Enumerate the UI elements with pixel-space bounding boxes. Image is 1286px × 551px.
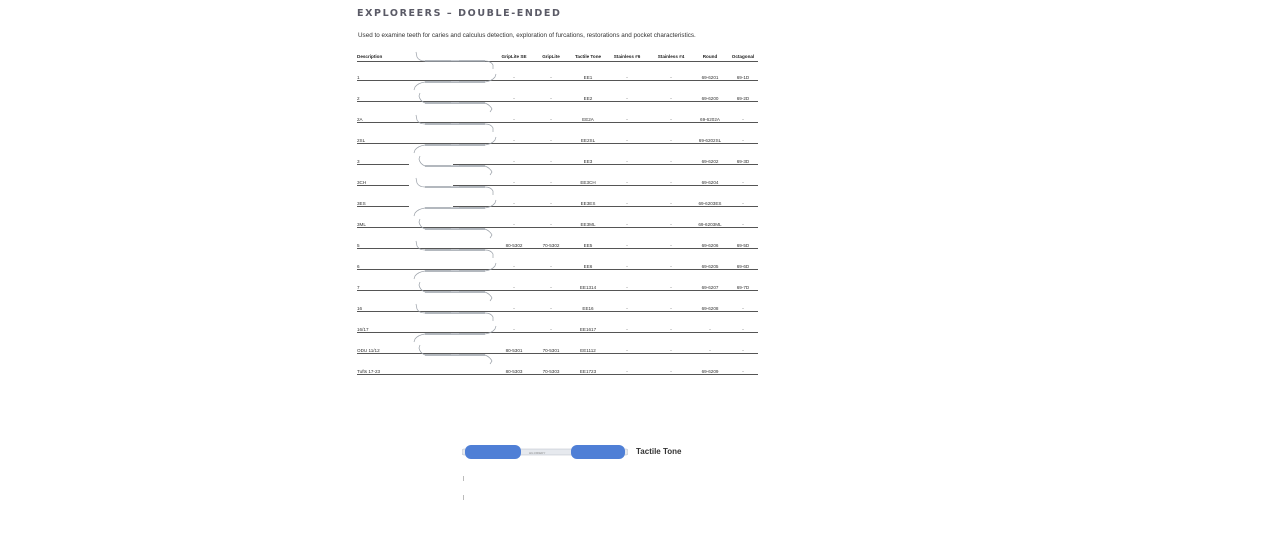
cell-round: 69-6207: [701, 285, 719, 290]
cell-stainless-4: -: [670, 201, 672, 206]
col-tactile-tone: Tactile Tone: [574, 54, 602, 59]
cell-griplite-se: -: [513, 201, 515, 206]
cell-stainless-4: -: [670, 306, 672, 311]
cell-octagonal: 69-5D: [736, 243, 750, 248]
cell-stainless-4: -: [670, 285, 672, 290]
col-griplite: GripLite: [542, 54, 560, 59]
cell-stainless-6: -: [626, 180, 628, 185]
cell-griplite: -: [550, 201, 552, 206]
cell-stainless-4: -: [670, 264, 672, 269]
cell-griplite-se: -: [513, 138, 515, 143]
cell-tactile-tone: EE1617: [579, 327, 597, 332]
cell-stainless-6: -: [626, 159, 628, 164]
cell-griplite: -: [550, 159, 552, 164]
cell-griplite: -: [550, 96, 552, 101]
cell-octagonal: -: [742, 117, 744, 122]
cell-description: 2: [357, 96, 360, 101]
cell-description: 7: [357, 285, 360, 290]
double-ended-explorer-icon: [413, 342, 497, 368]
cell-octagonal: 69-7D: [736, 285, 750, 290]
cell-stainless-4: -: [670, 138, 672, 143]
cell-griplite: -: [550, 222, 552, 227]
cell-round: 69-6201: [701, 75, 719, 80]
cell-griplite-se: 80-5302: [505, 243, 523, 248]
cell-stainless-4: -: [670, 348, 672, 353]
cell-round: 69-6209: [701, 369, 719, 374]
cell-tactile-tone: EE1314: [579, 285, 597, 290]
col-griplite-se: GripLite SE: [501, 54, 527, 59]
cell-stainless-4: -: [670, 117, 672, 122]
cell-stainless-6: -: [626, 138, 628, 143]
cell-stainless-6: -: [626, 348, 628, 353]
cell-round: 69-6200: [701, 96, 719, 101]
cell-round: 69-6208: [701, 306, 719, 311]
cell-tactile-tone: EE3ES: [580, 201, 596, 206]
cell-griplite: -: [550, 75, 552, 80]
cell-stainless-6: -: [626, 285, 628, 290]
cell-description: 5: [357, 243, 360, 248]
cell-description: 2A: [357, 117, 363, 122]
cell-tactile-tone: EE3: [583, 159, 593, 164]
cell-octagonal: 69-3D: [736, 159, 750, 164]
page-title: EXPLOREERS – DOUBLE-ENDED: [357, 8, 562, 19]
col-octagonal: Octagonal: [731, 54, 755, 59]
cell-tactile-tone: EE3ML: [580, 222, 596, 227]
cell-stainless-4: -: [670, 96, 672, 101]
cell-round: 69-6202: [701, 159, 719, 164]
cell-griplite-se: -: [513, 180, 515, 185]
col-description: Description: [357, 54, 383, 59]
col-round: Round: [702, 54, 718, 59]
cell-description: 16: [357, 306, 363, 311]
cell-description: 3: [357, 159, 360, 164]
cell-stainless-6: -: [626, 243, 628, 248]
cell-round: -: [709, 327, 711, 332]
cell-tactile-tone: EE1112: [580, 348, 596, 353]
cell-griplite-se: 80-5301: [505, 348, 523, 353]
cell-stainless-6: -: [626, 264, 628, 269]
cell-description: 3ES: [357, 201, 366, 206]
cell-description: Tufts 17-23: [357, 369, 381, 374]
cell-octagonal: 69-6D: [736, 264, 750, 269]
cell-griplite-se: -: [513, 159, 515, 164]
cell-stainless-6: -: [626, 75, 628, 80]
cell-stainless-6: -: [626, 117, 628, 122]
cell-griplite-se: -: [513, 306, 515, 311]
cell-griplite-se: -: [513, 75, 515, 80]
cell-octagonal: -: [742, 180, 744, 185]
cell-tactile-tone: EE5: [583, 243, 593, 248]
cell-stainless-4: -: [670, 243, 672, 248]
cell-round: 69-6203ML: [698, 222, 722, 227]
tactile-tone-handle-icon: [462, 443, 628, 461]
cell-griplite: -: [550, 180, 552, 185]
cell-stainless-4: -: [670, 222, 672, 227]
cell-description: 16/17: [357, 327, 369, 332]
cell-tactile-tone: EE16: [582, 306, 594, 311]
cell-stainless-6: -: [626, 96, 628, 101]
cell-octagonal: -: [742, 369, 744, 374]
cell-round: 69-6204: [701, 180, 719, 185]
cell-tactile-tone: EE2SL: [580, 138, 596, 143]
cell-octagonal: -: [742, 348, 744, 353]
cell-griplite: 70-5301: [542, 348, 560, 353]
cell-stainless-6: -: [626, 369, 628, 374]
cell-stainless-4: -: [670, 159, 672, 164]
table-row: [357, 354, 758, 375]
handle-imprint: HU-FRIEDY: [529, 451, 546, 455]
cell-griplite-se: -: [513, 117, 515, 122]
handle-caption: Tactile Tone: [636, 447, 682, 456]
cell-griplite-se: -: [513, 285, 515, 290]
cell-description: 1: [357, 75, 360, 80]
cell-octagonal: -: [742, 306, 744, 311]
cell-griplite: -: [550, 117, 552, 122]
cell-griplite: 70-5302: [542, 243, 560, 248]
row-divider: [357, 374, 758, 375]
cell-tactile-tone: EE2A: [582, 117, 594, 122]
cell-round: 69-6202A: [700, 117, 720, 122]
cell-tactile-tone: EE3CH: [580, 180, 596, 185]
col-stainless-4: Stainless #4: [657, 54, 685, 59]
divider-tick: [463, 495, 464, 500]
divider-tick: [463, 476, 464, 481]
cell-description: ODU 11/12: [357, 348, 380, 353]
col-stainless-6: Stainless #6: [613, 54, 641, 59]
cell-tactile-tone: EE1723: [579, 369, 597, 374]
cell-griplite: -: [550, 264, 552, 269]
cell-griplite-se: -: [513, 222, 515, 227]
cell-round: 69-6205: [701, 264, 719, 269]
cell-description: 3ML: [357, 222, 366, 227]
cell-octagonal: -: [742, 327, 744, 332]
cell-stainless-6: -: [626, 222, 628, 227]
page-subtitle: Used to examine teeth for caries and calculus detection, exploration of furcations, restorations and pocket characteristics.: [358, 32, 696, 39]
cell-octagonal: -: [742, 138, 744, 143]
cell-stainless-6: -: [626, 201, 628, 206]
cell-round: 69-6206: [701, 243, 719, 248]
cell-description: 2SL: [357, 138, 366, 143]
cell-griplite: -: [550, 285, 552, 290]
cell-description: 6: [357, 264, 360, 269]
cell-griplite-se: -: [513, 96, 515, 101]
cell-stainless-4: -: [670, 369, 672, 374]
cell-griplite: 70-5303: [542, 369, 560, 374]
cell-stainless-4: -: [670, 180, 672, 185]
cell-tactile-tone: EE2: [583, 96, 593, 101]
cell-stainless-6: -: [626, 327, 628, 332]
cell-griplite-se: -: [513, 327, 515, 332]
cell-tactile-tone: EE6: [583, 264, 593, 269]
cell-stainless-4: -: [670, 327, 672, 332]
cell-griplite: -: [550, 138, 552, 143]
cell-description: 3CH: [357, 180, 367, 185]
cell-octagonal: 69-1D: [736, 75, 750, 80]
cell-stainless-4: -: [670, 75, 672, 80]
cell-octagonal: 69-2D: [736, 96, 750, 101]
cell-griplite: -: [550, 327, 552, 332]
cell-griplite-se: 80-5303: [505, 369, 523, 374]
cell-octagonal: -: [742, 222, 744, 227]
cell-griplite: -: [550, 306, 552, 311]
cell-tactile-tone: EE1: [583, 75, 593, 80]
cell-octagonal: -: [742, 201, 744, 206]
cell-round: -: [709, 348, 711, 353]
cell-round: 69-6202SL: [698, 138, 722, 143]
cell-griplite-se: -: [513, 264, 515, 269]
cell-stainless-6: -: [626, 306, 628, 311]
cell-round: 69-6203ES: [698, 201, 722, 206]
